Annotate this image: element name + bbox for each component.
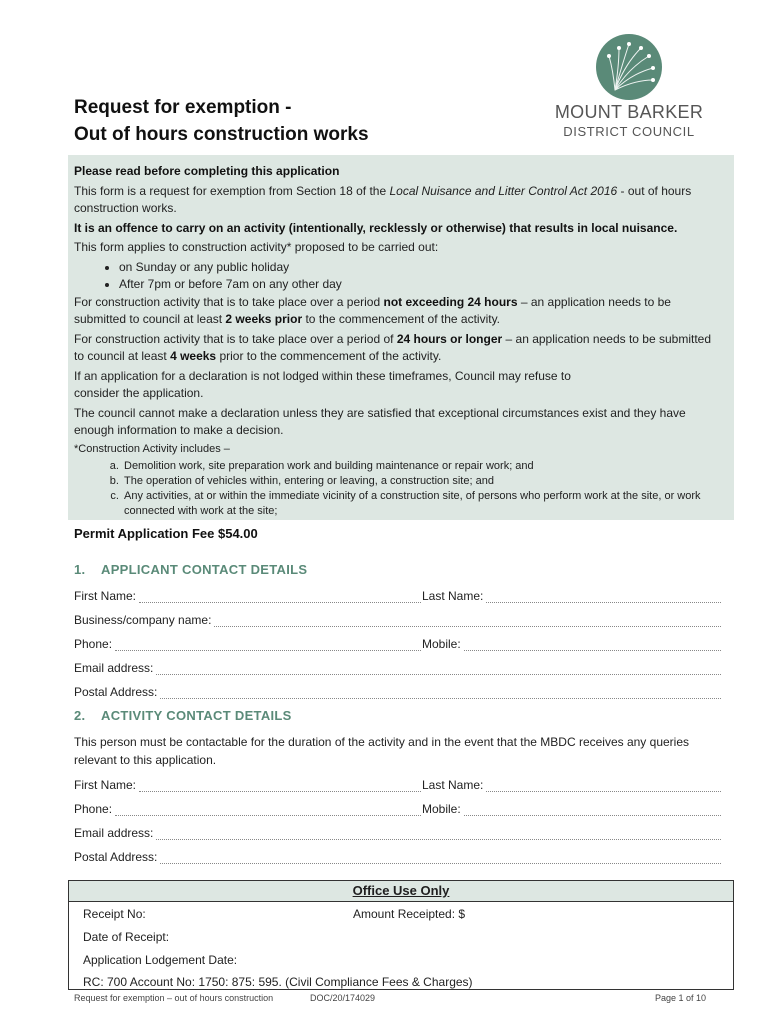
logo-name: MOUNT BARKER: [554, 102, 704, 122]
amount-receipted-label[interactable]: Amount Receipted: $: [353, 907, 466, 921]
applicant-postal-row: [74, 683, 721, 699]
receipt-no-label[interactable]: Receipt No:: [83, 907, 146, 921]
footer-title: Request for exemption – out of hours construction: [74, 993, 274, 1003]
activity-mobile-field[interactable]: Mobile:: [422, 800, 721, 816]
activity-phone-field[interactable]: Phone:: [74, 800, 421, 816]
activity-name-row: [74, 776, 721, 792]
info-paragraph-3: For construction activity that is to take place over a period of 24 hours or longer – an application needs to be submitted to council at least 4 weeks prior to the commencement of the activity.: [74, 331, 711, 363]
list-item: c. Any activities, at or within the immediate vicinity of a construction site, of persons who perform work at the site, or work connected with work at the site;: [122, 489, 714, 519]
office-use-box: [68, 880, 734, 990]
offence-warning: It is an offence to carry on an activity (intentionally, recklessly or otherwise) that results in local nuisance.: [74, 220, 678, 235]
applicant-business-row: [74, 611, 721, 627]
title-line-1: Request for exemption -: [74, 97, 292, 118]
section-2-heading: 2. ACTIVITY CONTACT DETAILS: [74, 708, 292, 723]
activity-first-name-field[interactable]: First Name:: [74, 776, 421, 792]
applicant-mobile-field[interactable]: Mobile:: [422, 635, 721, 651]
applicant-last-name-field[interactable]: Last Name:: [422, 587, 721, 603]
footer-doc-number: DOC/20/174029: [310, 993, 376, 1003]
applicant-name-row: [74, 587, 721, 603]
page-title: [74, 94, 369, 148]
applicant-email-row: [74, 659, 721, 675]
lodgement-date-label[interactable]: Application Lodgement Date:: [83, 953, 238, 967]
activity-postal-row: [74, 848, 721, 864]
applicant-phone-row: [74, 635, 721, 651]
logo-subname: DISTRICT COUNCIL: [563, 124, 695, 139]
list-item: a. Demolition work, site preparation work and building maintenance or repair work; and: [122, 459, 714, 474]
page-number: Page 1 of 10: [655, 993, 707, 1003]
applicant-business-field[interactable]: Business/company name:: [74, 611, 721, 627]
applies-text: This form applies to construction activity* proposed to be carried out:: [74, 240, 439, 254]
applicant-phone-field[interactable]: Phone:: [74, 635, 421, 651]
permit-fee: Permit Application Fee $54.00: [74, 526, 258, 541]
info-content: [74, 163, 714, 519]
info-paragraph-2: For construction activity that is to take place over a period not exceeding 24 hours – an application needs to be submitted to council at least 2 weeks prior to the commencement of the activity.: [74, 294, 671, 326]
includes-heading: *Construction Activity includes –: [74, 442, 230, 455]
activity-contact-intro: This person must be contactable for the duration of the activity and in the event that the MBDC receives any queries relevant to this application.: [74, 735, 689, 767]
list-item: • After 7pm or before 7am on any other day: [119, 276, 714, 294]
applicant-postal-field[interactable]: Postal Address:: [74, 683, 721, 699]
list-item: b. The operation of vehicles within, entering or leaving, a construction site; and: [122, 474, 714, 489]
date-of-receipt-label[interactable]: Date of Receipt:: [83, 930, 170, 944]
activity-email-field[interactable]: Email address:: [74, 824, 721, 840]
activity-email-row: [74, 824, 721, 840]
title-line-2: Out of hours construction works: [74, 124, 369, 145]
info-paragraph-5: The council cannot make a declaration unless they are satisfied that exceptional circumstances exist and they have enough information to make a decision.: [74, 405, 686, 437]
council-logo: [549, 34, 709, 144]
activity-list: [74, 459, 714, 519]
info-paragraph-4: If an application for a declaration is not lodged within these timeframes, Council may refuse to consider the application.: [74, 368, 571, 400]
section-1-heading: 1. APPLICANT CONTACT DETAILS: [74, 562, 308, 577]
dandelion-icon: [595, 34, 663, 100]
office-use-title: Office Use Only: [69, 881, 733, 902]
activity-phone-row: [74, 800, 721, 816]
activity-postal-field[interactable]: Postal Address:: [74, 848, 721, 864]
activity-last-name-field[interactable]: Last Name:: [422, 776, 721, 792]
info-paragraph-1: This form is a request for exemption from Section 18 of the Local Nuisance and Litter Control Act 2016 - out of hours construction works.: [74, 183, 692, 215]
applicant-email-field[interactable]: Email address:: [74, 659, 721, 675]
list-item: • on Sunday or any public holiday: [119, 259, 714, 277]
account-info: RC: 700 Account No: 1750: 875: 595. (Civil Compliance Fees & Charges): [83, 975, 473, 989]
info-heading: Please read before completing this application: [74, 164, 340, 178]
bullet-list: [74, 259, 714, 294]
applicant-first-name-field[interactable]: First Name:: [74, 587, 421, 603]
